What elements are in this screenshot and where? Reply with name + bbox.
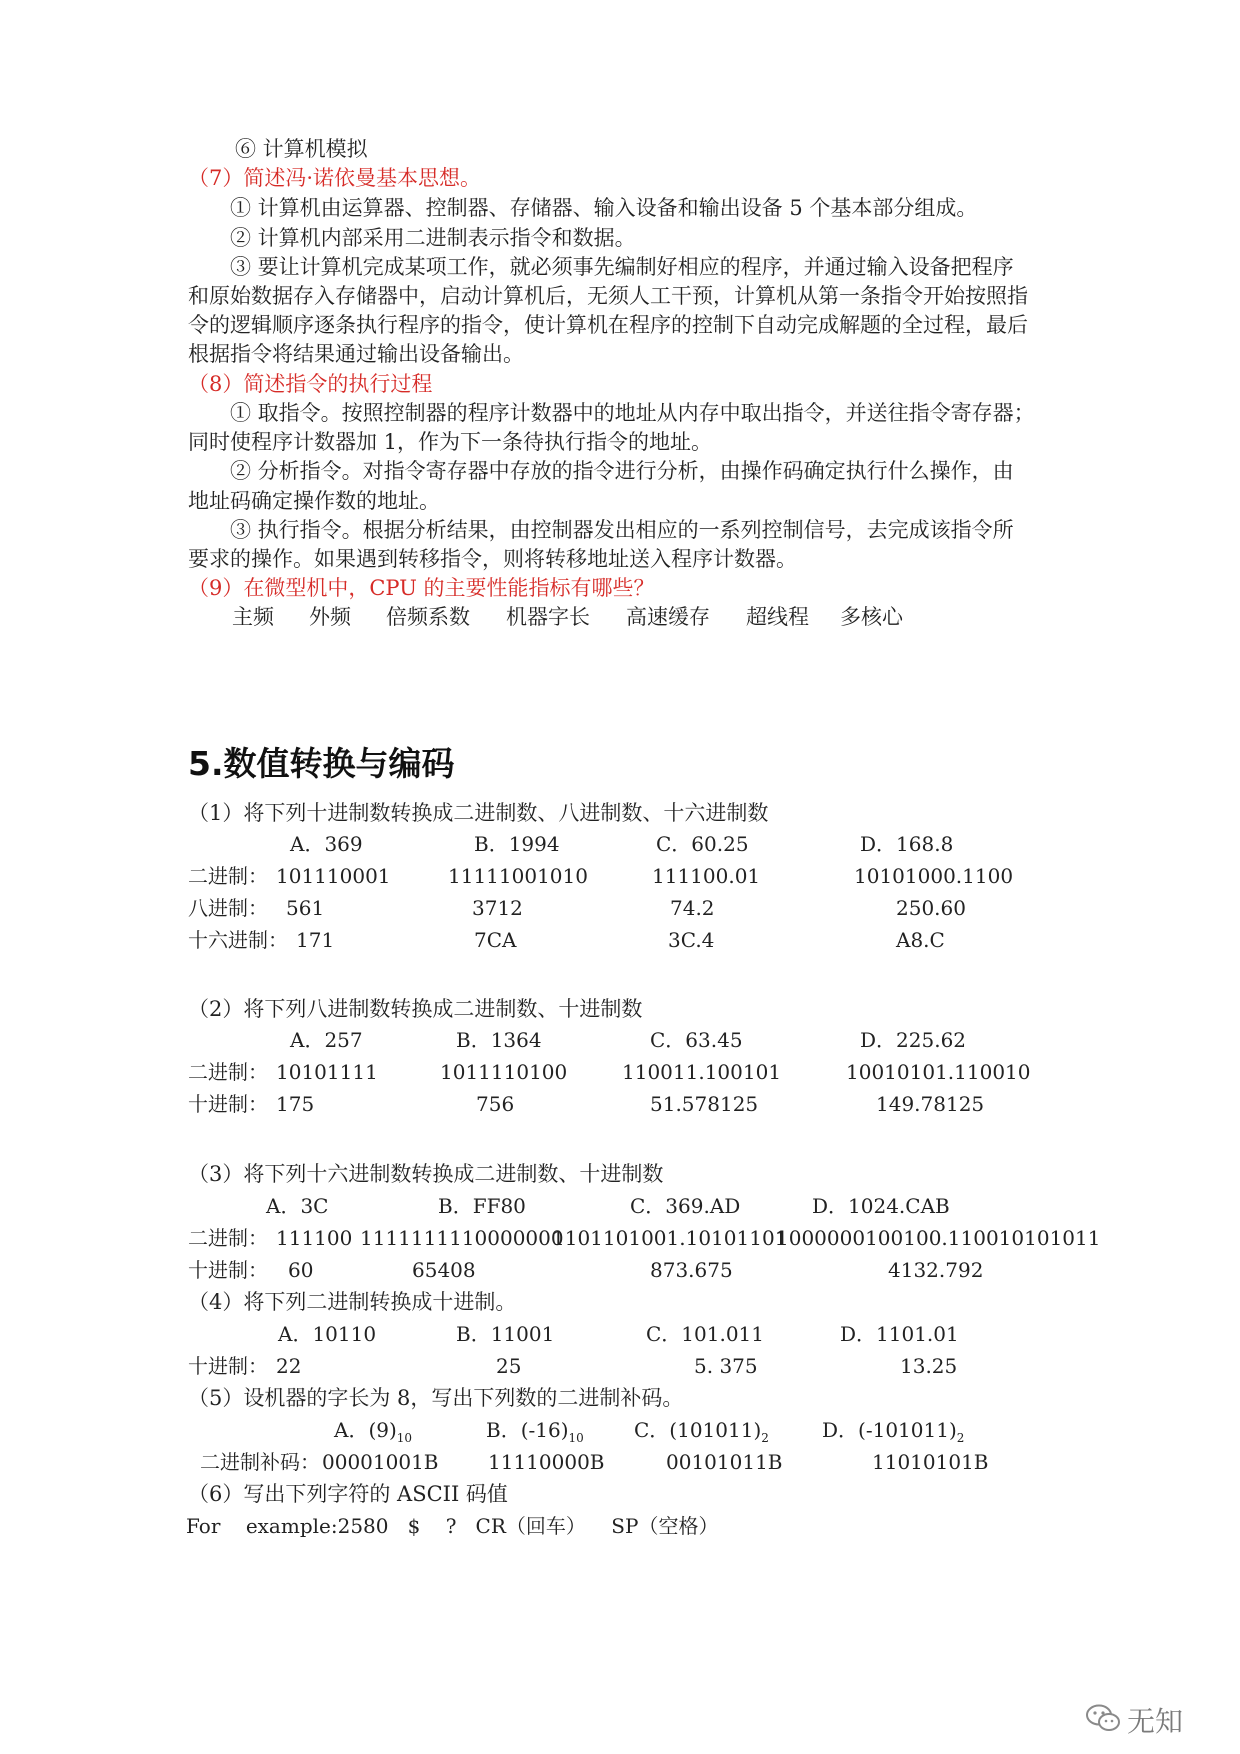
p3-decimal-label: 十进制： xyxy=(188,1258,268,1282)
p1-octal-value: 3712 xyxy=(472,896,523,920)
p1-octal-value: 74.2 xyxy=(670,896,715,920)
p3-option: C．369.AD xyxy=(630,1194,741,1218)
p5-complement-value: 11010101B xyxy=(872,1450,989,1474)
question-7-heading: （7）简述冯·诺依曼基本思想。 xyxy=(188,166,482,190)
q8-step-3-line-2: 要求的操作。如果遇到转移指令，则将转移地址送入程序计数器。 xyxy=(188,547,797,571)
p5-option: D．$(-101011)_2$ xyxy=(822,1418,965,1445)
p2-binary-value: 10010101.110010 xyxy=(846,1060,1031,1084)
p2-option: A．257 xyxy=(290,1028,363,1052)
p5-complement-value: 00101011B xyxy=(666,1450,783,1474)
p4-option: D．1101.01 xyxy=(840,1322,959,1346)
p2-binary-label: 二进制： xyxy=(188,1060,268,1084)
q8-step-1-line-2: 同时使程序计数器加 1，作为下一条待执行指令的地址。 xyxy=(188,430,713,454)
p2-question: （2）将下列八进制数转换成二进制数、十进制数 xyxy=(188,997,643,1021)
cpu-metric-item: 高速缓存 xyxy=(626,605,710,629)
p2-binary-value: 110011.100101 xyxy=(622,1060,782,1084)
p3-binary-value: 1111111110000000 xyxy=(360,1226,564,1250)
watermark-text: 无知 xyxy=(1127,1705,1184,1738)
p5-option: B．$(-16)_{10}$ xyxy=(486,1418,584,1445)
p2-decimal-value: 756 xyxy=(476,1092,515,1116)
p2-binary-value: 1011110100 xyxy=(440,1060,568,1084)
q8-step-2-line-2: 地址码确定操作数的地址。 xyxy=(188,489,440,513)
p3-option: D．1024.CAB xyxy=(812,1194,950,1218)
p5-complement-label: 二进制补码： xyxy=(200,1450,320,1474)
p2-option: B．1364 xyxy=(456,1028,542,1052)
p3-option: B．FF80 xyxy=(438,1194,526,1218)
q7-point-3-line-1: ③ 要让计算机完成某项工作，就必须事先编制好相应的程序，并通过输入设备把程序 xyxy=(230,255,1014,279)
cpu-metric-item: 超线程 xyxy=(746,605,809,629)
p2-option: D．225.62 xyxy=(860,1028,967,1052)
q8-step-2-line-1: ② 分析指令。对指令寄存器中存放的指令进行分析，由操作码确定执行什么操作，由 xyxy=(230,459,1014,483)
p5-question: （5）设机器的字长为 8，写出下列数的二进制补码。 xyxy=(188,1386,684,1410)
p1-binary-value: 111100.01 xyxy=(652,864,761,888)
p5-complement-value: 00001001B xyxy=(322,1450,439,1474)
p3-decimal-value: 4132.792 xyxy=(888,1258,984,1282)
p1-option: A．369 xyxy=(290,832,363,856)
p2-decimal-value: 149.78125 xyxy=(876,1092,985,1116)
p4-decimal-value: 13.25 xyxy=(900,1354,958,1378)
p3-binary-value: 1101101001.10101101 xyxy=(552,1226,788,1250)
question-8-heading: （8）简述指令的执行过程 xyxy=(188,372,433,396)
p6-example-line: For example:2580 $ ? CR（回车） SP（空格） xyxy=(186,1514,719,1538)
p3-decimal-value: 873.675 xyxy=(650,1258,733,1282)
p3-binary-label: 二进制： xyxy=(188,1226,268,1250)
q7-point-3-line-3: 令的逻辑顺序逐条执行程序的指令，使计算机在程序的控制下自动完成解题的全过程，最后 xyxy=(188,313,1028,337)
p1-octal-value: 561 xyxy=(286,896,325,920)
cpu-metric-item: 外频 xyxy=(309,605,351,629)
p2-binary-value: 10101111 xyxy=(276,1060,378,1084)
q7-point-1: ① 计算机由运算器、控制器、存储器、输入设备和输出设备 5 个基本部分组成。 xyxy=(230,196,978,220)
p3-option: A．3C xyxy=(266,1194,329,1218)
cpu-metric-item: 机器字长 xyxy=(506,605,590,629)
p4-decimal-value: 22 xyxy=(276,1354,302,1378)
p2-decimal-value: 175 xyxy=(276,1092,315,1116)
p4-decimal-value: 25 xyxy=(496,1354,522,1378)
item-6-line: ⑥ 计算机模拟 xyxy=(235,137,368,161)
p2-option: C．63.45 xyxy=(650,1028,743,1052)
p1-question: （1）将下列十进制数转换成二进制数、八进制数、十六进制数 xyxy=(188,801,769,825)
question-9-heading: （9）在微型机中，CPU 的主要性能指标有哪些？ xyxy=(188,576,655,600)
p5-option: A．$(9)_{10}$ xyxy=(334,1418,413,1445)
p1-binary-value: 11111001010 xyxy=(448,864,588,888)
p4-question: （4）将下列二进制转换成十进制。 xyxy=(188,1290,517,1314)
q8-step-3-line-1: ③ 执行指令。根据分析结果，由控制器发出相应的一系列控制信号，去完成该指令所 xyxy=(230,518,1014,542)
p1-option: B．1994 xyxy=(474,832,560,856)
p1-hex-value: 171 xyxy=(296,928,335,952)
cpu-metric-item: 倍频系数 xyxy=(386,605,470,629)
p1-hex-value: 7CA xyxy=(474,928,517,952)
p1-binary-label: 二进制： xyxy=(188,864,268,888)
p5-complement-value: 11110000B xyxy=(488,1450,605,1474)
p2-decimal-label: 十进制： xyxy=(188,1092,268,1116)
p1-option: C．60.25 xyxy=(656,832,749,856)
cpu-metric-item: 多核心 xyxy=(840,605,903,629)
p1-hex-label: 十六进制： xyxy=(188,928,288,952)
p1-binary-value: 10101000.1100 xyxy=(854,864,1014,888)
p5-option: C．$(101011)_2$ xyxy=(634,1418,769,1445)
p1-hex-value: 3C.4 xyxy=(668,928,715,952)
p2-decimal-value: 51.578125 xyxy=(650,1092,759,1116)
watermark xyxy=(1085,1700,1183,1740)
p1-hex-value: A8.C xyxy=(896,928,945,952)
p1-option: D．168.8 xyxy=(860,832,954,856)
q7-point-3-line-2: 和原始数据存入存储器中，启动计算机后，无须人工干预，计算机从第一条指令开始按照指 xyxy=(188,284,1028,308)
p3-decimal-value: 65408 xyxy=(412,1258,476,1282)
p1-octal-value: 250.60 xyxy=(896,896,966,920)
p3-binary-value: 1000000100100.110010101011 xyxy=(776,1226,1101,1250)
p3-binary-value: 111100 xyxy=(276,1226,353,1250)
cpu-metric-item: 主频 xyxy=(232,605,274,629)
p4-decimal-value: 5. 375 xyxy=(694,1354,758,1378)
p4-option: B．11001 xyxy=(456,1322,555,1346)
p4-decimal-label: 十进制： xyxy=(188,1354,268,1378)
wechat-icon xyxy=(1085,1703,1121,1737)
p1-octal-label: 八进制： xyxy=(188,896,268,920)
q8-step-1-line-1: ① 取指令。按照控制器的程序计数器中的地址从内存中取出指令，并送往指令寄存器； xyxy=(230,401,1035,425)
p4-option: A．10110 xyxy=(278,1322,377,1346)
p3-question: （3）将下列十六进制数转换成二进制数、十进制数 xyxy=(188,1162,664,1186)
p4-option: C．101.011 xyxy=(646,1322,765,1346)
p6-question: （6）写出下列字符的 ASCII 码值 xyxy=(188,1482,508,1506)
q7-point-3-line-4: 根据指令将结果通过输出设备输出。 xyxy=(188,342,524,366)
p3-decimal-value: 60 xyxy=(288,1258,314,1282)
p1-binary-value: 101110001 xyxy=(276,864,391,888)
q7-point-2: ② 计算机内部采用二进制表示指令和数据。 xyxy=(230,226,636,250)
section-5-title: 5.数值转换与编码 xyxy=(188,744,455,783)
